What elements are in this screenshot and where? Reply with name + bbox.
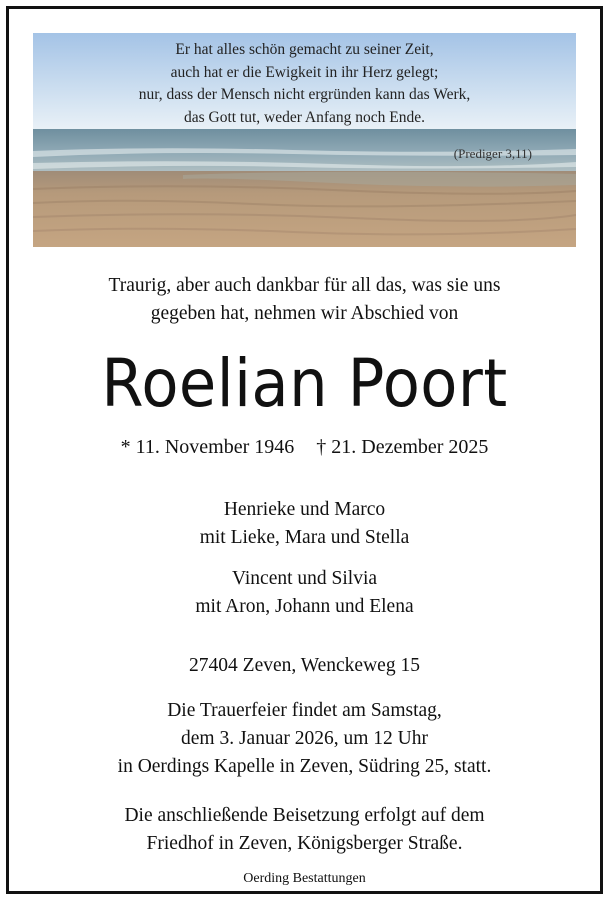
service-line: in Oerdings Kapelle in Zeven, Südring 25, statt. bbox=[117, 756, 492, 777]
family-line: mit Lieke, Mara und Stella bbox=[199, 527, 410, 548]
service-line: dem 3. Januar 2026, um 12 Uhr bbox=[181, 728, 428, 749]
obituary-card bbox=[6, 6, 603, 894]
bible-quote bbox=[33, 39, 576, 129]
family-line: Vincent und Silvia bbox=[231, 568, 378, 589]
intro-text bbox=[9, 272, 600, 328]
quote-line: Er hat alles schön gemacht zu seiner Zeit, bbox=[175, 41, 434, 58]
quote-source: (Prediger 3,11) bbox=[453, 146, 532, 161]
burial-line: Die anschließende Beisetzung erfolgt auf dem bbox=[124, 805, 485, 826]
family-group bbox=[9, 565, 600, 621]
service-line: Die Trauerfeier findet am Samstag, bbox=[167, 700, 442, 721]
deceased-name: Roelian Poort bbox=[101, 345, 508, 422]
service-info bbox=[9, 697, 600, 781]
burial-line: Friedhof in Zeven, Königsberger Straße. bbox=[146, 833, 463, 854]
quote-line: auch hat er die Ewigkeit in ihr Herz gelegt; bbox=[170, 63, 439, 81]
death-date: † 21. Dezember 2025 bbox=[316, 436, 489, 458]
address: 27404 Zeven, Wenckeweg 15 bbox=[189, 655, 420, 676]
birth-date: * 11. November 1946 bbox=[120, 436, 295, 458]
burial-info bbox=[9, 802, 600, 858]
beach-photo bbox=[33, 33, 576, 247]
intro-line: Traurig, aber auch dankbar für all das, was sie uns bbox=[108, 275, 501, 296]
funeral-home: Oerding Bestattungen bbox=[243, 871, 366, 886]
family-line: Henrieke und Marco bbox=[223, 499, 386, 520]
quote-line: das Gott tut, weder Anfang noch Ende. bbox=[183, 108, 426, 126]
life-dates bbox=[9, 433, 600, 461]
quote-line: nur, dass der Mensch nicht ergründen kann das Werk, bbox=[138, 86, 471, 103]
family-group bbox=[9, 496, 600, 552]
intro-line: gegeben hat, nehmen wir Abschied von bbox=[150, 303, 459, 324]
family-line: mit Aron, Johann und Elena bbox=[195, 596, 414, 617]
